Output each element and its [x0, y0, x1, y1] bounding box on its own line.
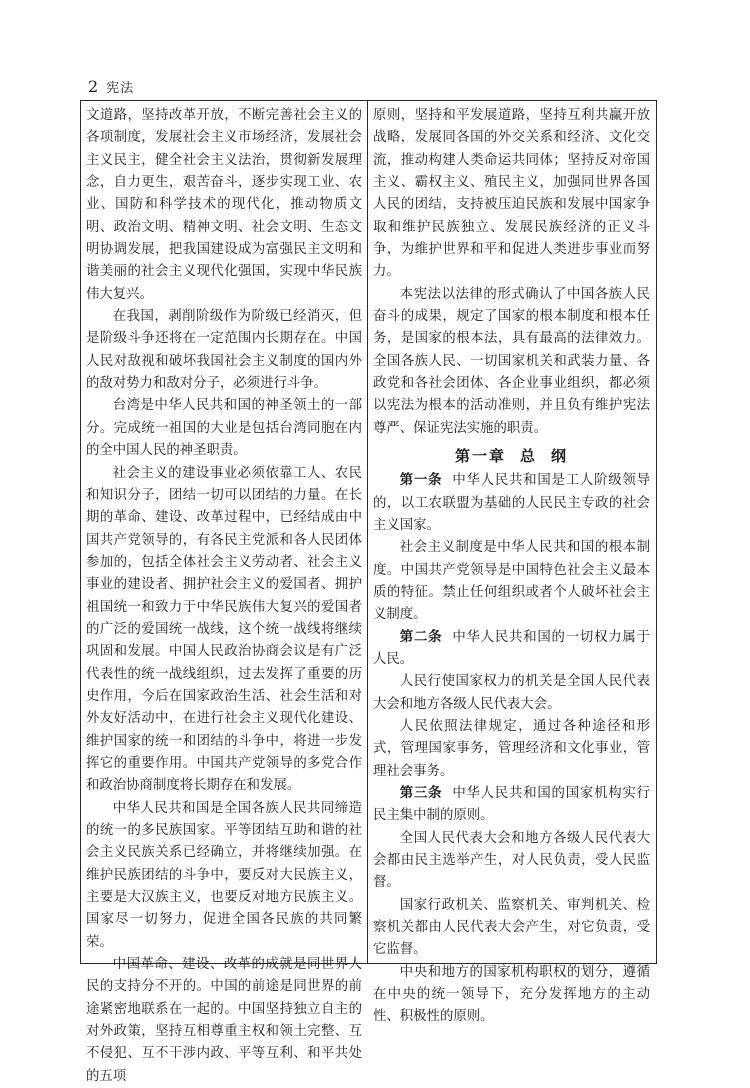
page-header [88, 78, 134, 98]
preamble-paragraph: 原则，坚持和平发展道路，坚持互利共赢开放战略，发展同各国的外交关系和经济、文化交流，推动构建人类命运共同体；坚持反对帝国主义、霸权主义、殖民主义，加强同世界各国人民的团结，支持被压迫民族和发展中国家争取和维护民族独立、发展民族经济的正义斗争，为维护世界和平和促进人类进步事业而努力。 [373, 108, 650, 280]
left-column [86, 105, 362, 1084]
column-divider [367, 100, 368, 964]
preamble-paragraph: 在我国，剥削阶级作为阶级已经消灭，但是阶级斗争还将在一定范围内长期存在。中国人民对敌视和破坏我国社会主义制度的国内外的敌对势力和敌对分子，必须进行斗争。 [86, 309, 362, 392]
preamble-paragraph: 本宪法以法律的形式确认了中国各族人民奋斗的成果，规定了国家的根本制度和根本任务，是国家的根本法，具有最高的法律效力。全国各族人民、一切国家机关和武装力量、各政党和各社会团体、各企业事业组织，都必须以宪法为根本的活动准则，并且负有维护宪法尊严、保证宪法实施的职责。 [373, 286, 650, 436]
article-label: 第三条 [399, 785, 443, 801]
article-paragraph: 中央和地方的国家机构职权的划分，遵循在中央的统一领导下，充分发挥地方的主动性、积极性的原则。 [373, 964, 650, 1025]
article-3 [373, 783, 650, 828]
article-paragraph: 国家行政机关、监察机关、审判机关、检察机关都由人民代表大会产生，对它负责，受它监督。 [373, 897, 650, 958]
article-label: 第二条 [399, 629, 443, 645]
running-title: 宪法 [106, 81, 135, 96]
chapter-title-char: 总 [519, 447, 537, 466]
preamble-paragraph: 台湾是中华人民共和国的神圣领土的一部分。完成统一祖国的大业是包括台湾同胞在内的全中国人民的神圣职责。 [86, 398, 362, 459]
article-text: 中华人民共和国的国家机构实行民主集中制的原则。 [373, 785, 651, 824]
preamble-paragraph: 社会主义的建设事业必须依靠工人、农民和知识分子，团结一切可以团结的力量。在长期的革命、建设、改革过程中，已经结成由中国共产党领导的，有各民主党派和各人民团体参加的，包括全体社会主义劳动者、社会主义事业的建设者、拥护社会主义的爱国者、拥护祖国统一和致力于中华民族伟大复兴的爱国者的广泛的爱国统一战线，这个统一战线将继续巩固和发展。中国人民政治协商会议是有广泛代表性的统一战线组织，过去发挥了重要的历史作用，今后在国家政治生活、社会生活和对外友好活动中，在进行社会主义现代化建设、维护国家的统一和团结的斗争中，将进一步发挥它的重要作用。中国共产党领导的多党合作和政治协商制度将长期存在和发展。 [86, 465, 362, 794]
preamble-paragraph: 中华人民共和国是全国各族人民共同缔造的统一的多民族国家。平等团结互助和谐的社会主义民族关系已经确立，并将继续加强。在维护民族团结的斗争中，要反对大民族主义，主要是大汉族主义，也要反对地方民族主义。国家尽一切努力，促进全国各民族的共同繁荣。 [86, 800, 362, 950]
article-2 [373, 627, 650, 672]
article-paragraph: 人民行使国家权力的机关是全国人民代表大会和地方各级人民代表大会。 [373, 674, 650, 712]
article-paragraph: 社会主义制度是中华人民共和国的根本制度。中国共产党领导是中国特色社会主义最本质的特征。禁止任何组织或者个人破坏社会主义制度。 [373, 540, 650, 623]
preamble-paragraph: 文道路，坚持改革开放，不断完善社会主义的各项制度，发展社会主义市场经济，发展社会主义民主，健全社会主义法治，贯彻新发展理念，自力更生，艰苦奋斗，逐步实现工业、农业、国防和科学技术的现代化，推动物质文明、政治文明、精神文明、社会文明、生态文明协调发展，把我国建设成为富强民主文明和谐美丽的社会主义现代化强国，实现中华民族伟大复兴。 [86, 108, 362, 302]
page-number: 2 [88, 77, 99, 96]
chapter-heading [373, 445, 650, 467]
article-label: 第一条 [399, 473, 443, 489]
chapter-title-char: 纲 [551, 447, 569, 466]
article-paragraph: 人民依照法律规定，通过各种途径和形式，管理国家事务，管理经济和文化事业，管理社会事务。 [373, 718, 650, 779]
preamble-paragraph: 中国革命、建设、改革的成就是同世界人民的支持分不开的。中国的前途是同世界的前途紧密地联系在一起的。中国坚持独立自主的对外政策，坚持互相尊重主权和领土完整、互不侵犯、互不干涉内政、平等互利、和平共处的五项 [86, 957, 362, 1084]
chapter-number: 第一章 [454, 447, 506, 466]
article-paragraph: 全国人民代表大会和地方各级人民代表大会都由民主选举产生，对人民负责，受人民监督。 [373, 830, 650, 891]
right-column [373, 105, 651, 1025]
article-text: 中华人民共和国是工人阶级领导的，以工农联盟为基础的人民民主专政的社会主义国家。 [373, 473, 651, 533]
article-text: 中华人民共和国的一切权力属于人民。 [373, 629, 651, 667]
article-1 [373, 470, 650, 537]
